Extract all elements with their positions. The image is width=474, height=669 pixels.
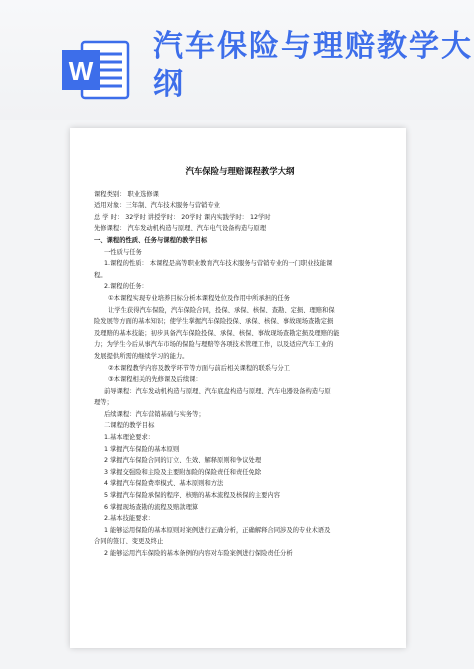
document-line: 险发展等方面的基本知识；使学生掌握汽车保险投保、承保、核保、事故现场查勘定损 <box>94 318 334 326</box>
document-line: 合同的签订、变更及终止 <box>94 538 164 546</box>
document-page <box>70 128 406 648</box>
document-line: 程。 <box>94 271 107 279</box>
word-document-icon <box>60 40 132 100</box>
document-line: 及理赔的基本技能；初步具备汽车保险投保、承保、核保、事故现场查勘定损及理赔的能 <box>94 329 340 337</box>
document-lines <box>94 189 386 560</box>
document-line: ②本课程教学内容及教学环节等方面与前后相关课程的联系与分工 <box>108 364 290 372</box>
document-line: 1.课程的性质： 本课程是高等职业教育汽车技术服务与营销专业的一门职业技能课 <box>104 260 333 268</box>
document-line: 4 掌握汽车保险费率模式、基本原则和方法 <box>104 480 224 488</box>
document-line: 一性质与任务 <box>104 248 142 256</box>
page-title: 汽车保险与理赔教学大纲 <box>153 29 473 102</box>
document-title: 汽车保险与理赔课程教学大纲 <box>185 166 295 176</box>
document-line: 二课程的教学目标 <box>104 422 155 430</box>
document-line: ①本课程实现专业培养目标分析本课程处位及作用中所承担的任务 <box>108 294 290 302</box>
document-line: 课程类别： 职业选修课 <box>94 190 159 198</box>
document-line: 让学生获得汽车保险，汽车保险合同，投保、承保、核保、查勘、定损、理赔和保 <box>108 306 335 314</box>
document-line: 3 掌握交强险和主险及主要附加险的保险责任和责任免除 <box>104 468 262 476</box>
document-line: 发展提供所需的继续学习的能力。 <box>94 352 189 360</box>
document-line: 适用对象：三年制、汽车技术服务与营销专业 <box>94 202 220 210</box>
document-line: ③本课程相关的先修课及后续课： <box>108 376 202 384</box>
document-line: 2.课程的任务： <box>104 283 148 291</box>
document-body <box>94 166 386 560</box>
document-line: 前导课程：汽车发动机构造与原理、汽车底盘构造与原理、汽车电器设备构造与原 <box>104 387 331 395</box>
document-line: 1 能够运用保险的基本原则对案例进行正确分析，正确解释合同涉及的专业术语及 <box>104 526 331 534</box>
svg-text:W: W <box>68 56 94 86</box>
document-line: 后续课程：汽车营销基础与实务等； <box>104 410 205 418</box>
document-line: 2 掌握汽车保险合同的订立、生效、解释原则和争议处理 <box>104 457 262 465</box>
document-line: 2.基本技能要求： <box>104 515 155 523</box>
document-line: 2 能够运用汽车保险的基本条例的内容对车险案例进行保险责任分析 <box>104 550 293 557</box>
document-line: 6 掌握现场查勘的流程及赔款理算 <box>104 503 199 511</box>
document-line: 1 掌握汽车保险的基本原则 <box>104 445 180 453</box>
document-line: 1.基本理论要求： <box>104 434 155 442</box>
document-line: 理等； <box>94 399 113 407</box>
document-line: 先修课程： 汽车发动机构造与原理、汽车电气设备构造与原理 <box>94 225 267 233</box>
document-line: 一、课程的性质、任务与课程的教学目标 <box>94 236 208 244</box>
document-line: 总 学 时： 32学时 讲授学时： 20学时 课内实践学时： 12学时 <box>94 213 271 221</box>
header-banner <box>0 0 474 120</box>
document-line: 力；为学生今后从事汽车市场的保险与理赔等各项技术管理工作，以及适应汽车工业的 <box>94 341 334 349</box>
document-line: 5 掌握汽车保险承保的程序、核赔的基本流程及核保的主要内容 <box>104 492 281 500</box>
